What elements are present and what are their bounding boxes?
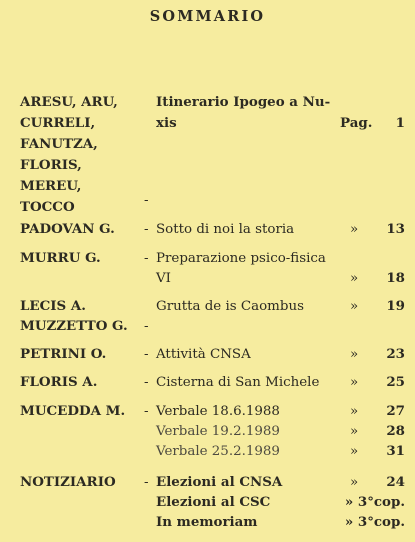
- entry-title-line: Verbale 19.2.1989: [156, 424, 280, 439]
- page-number: 18: [386, 270, 405, 286]
- entry-dash: -: [144, 222, 149, 237]
- page-number: 23: [386, 346, 405, 362]
- ditto-marker: »: [350, 424, 359, 439]
- ditto-marker: »: [350, 475, 359, 490]
- entry-dash: -: [144, 193, 149, 208]
- cover-page-ref: » 3°cop.: [344, 514, 405, 530]
- page-number: 27: [386, 403, 405, 419]
- ditto-marker: »: [350, 299, 359, 314]
- author-line: MEREU,: [20, 178, 82, 194]
- author-line: MUCEDDA M.: [20, 403, 126, 419]
- entry-dash: -: [144, 375, 149, 390]
- page-number: 24: [386, 474, 405, 490]
- entry-title-line: Verbale 25.2.1989: [156, 444, 280, 459]
- author-line: PETRINI O.: [20, 346, 107, 362]
- author-line: MURRU G.: [20, 250, 101, 266]
- author-line: TOCCO: [20, 199, 75, 215]
- entry-title-line: Elezioni al CSC: [156, 494, 271, 510]
- ditto-marker: »: [350, 375, 359, 390]
- author-line: FLORIS A.: [20, 374, 98, 390]
- author-line: NOTIZIARIO: [20, 474, 116, 490]
- entry-title-line: xis: [156, 115, 177, 131]
- entry-title-line: Elezioni al CNSA: [156, 474, 283, 490]
- entry-title-line: In memoriam: [156, 514, 258, 530]
- entry-title-line: Cisterna di San Michele: [156, 375, 320, 390]
- page-number: 25: [386, 374, 405, 390]
- author-line: PADOVAN G.: [20, 221, 115, 237]
- entry-title-line: Sotto di noi la storia: [156, 222, 295, 237]
- page-label: Pag.: [340, 115, 373, 131]
- ditto-marker: »: [350, 404, 359, 419]
- page-title: SOMMARIO: [149, 8, 266, 25]
- entry-title-line: Preparazione psico-fisica: [156, 251, 326, 266]
- entry-title-line: Verbale 18.6.1988: [156, 404, 280, 419]
- author-line: FANUTZA,: [20, 136, 98, 152]
- page-number: 1: [395, 115, 405, 131]
- page-number: 28: [386, 423, 405, 439]
- entry-title-line: VI: [156, 271, 171, 286]
- entry-dash: -: [144, 475, 149, 490]
- author-line: ARESU, ARU,: [20, 94, 118, 110]
- page-number: 31: [386, 443, 405, 459]
- author-line: CURRELI,: [20, 115, 96, 131]
- ditto-marker: »: [350, 444, 359, 459]
- entry-dash: -: [144, 404, 149, 419]
- entry-dash: -: [144, 319, 149, 334]
- page-number: 19: [386, 298, 405, 314]
- ditto-marker: »: [350, 347, 359, 362]
- entry-dash: -: [144, 251, 149, 266]
- entry-title-line: Attività CNSA: [156, 347, 251, 362]
- entry-title-line: Itinerario Ipogeo a Nu-: [156, 94, 331, 110]
- ditto-marker: »: [350, 271, 359, 286]
- page-number: 13: [386, 221, 405, 237]
- ditto-marker: »: [350, 222, 359, 237]
- author-line: MUZZETTO G.: [20, 318, 128, 334]
- entry-title-line: Grutta de is Caombus: [156, 299, 304, 314]
- author-line: LECIS A.: [20, 298, 86, 314]
- cover-page-ref: » 3°cop.: [344, 494, 405, 510]
- entry-dash: -: [144, 347, 149, 362]
- author-line: FLORIS,: [20, 157, 82, 173]
